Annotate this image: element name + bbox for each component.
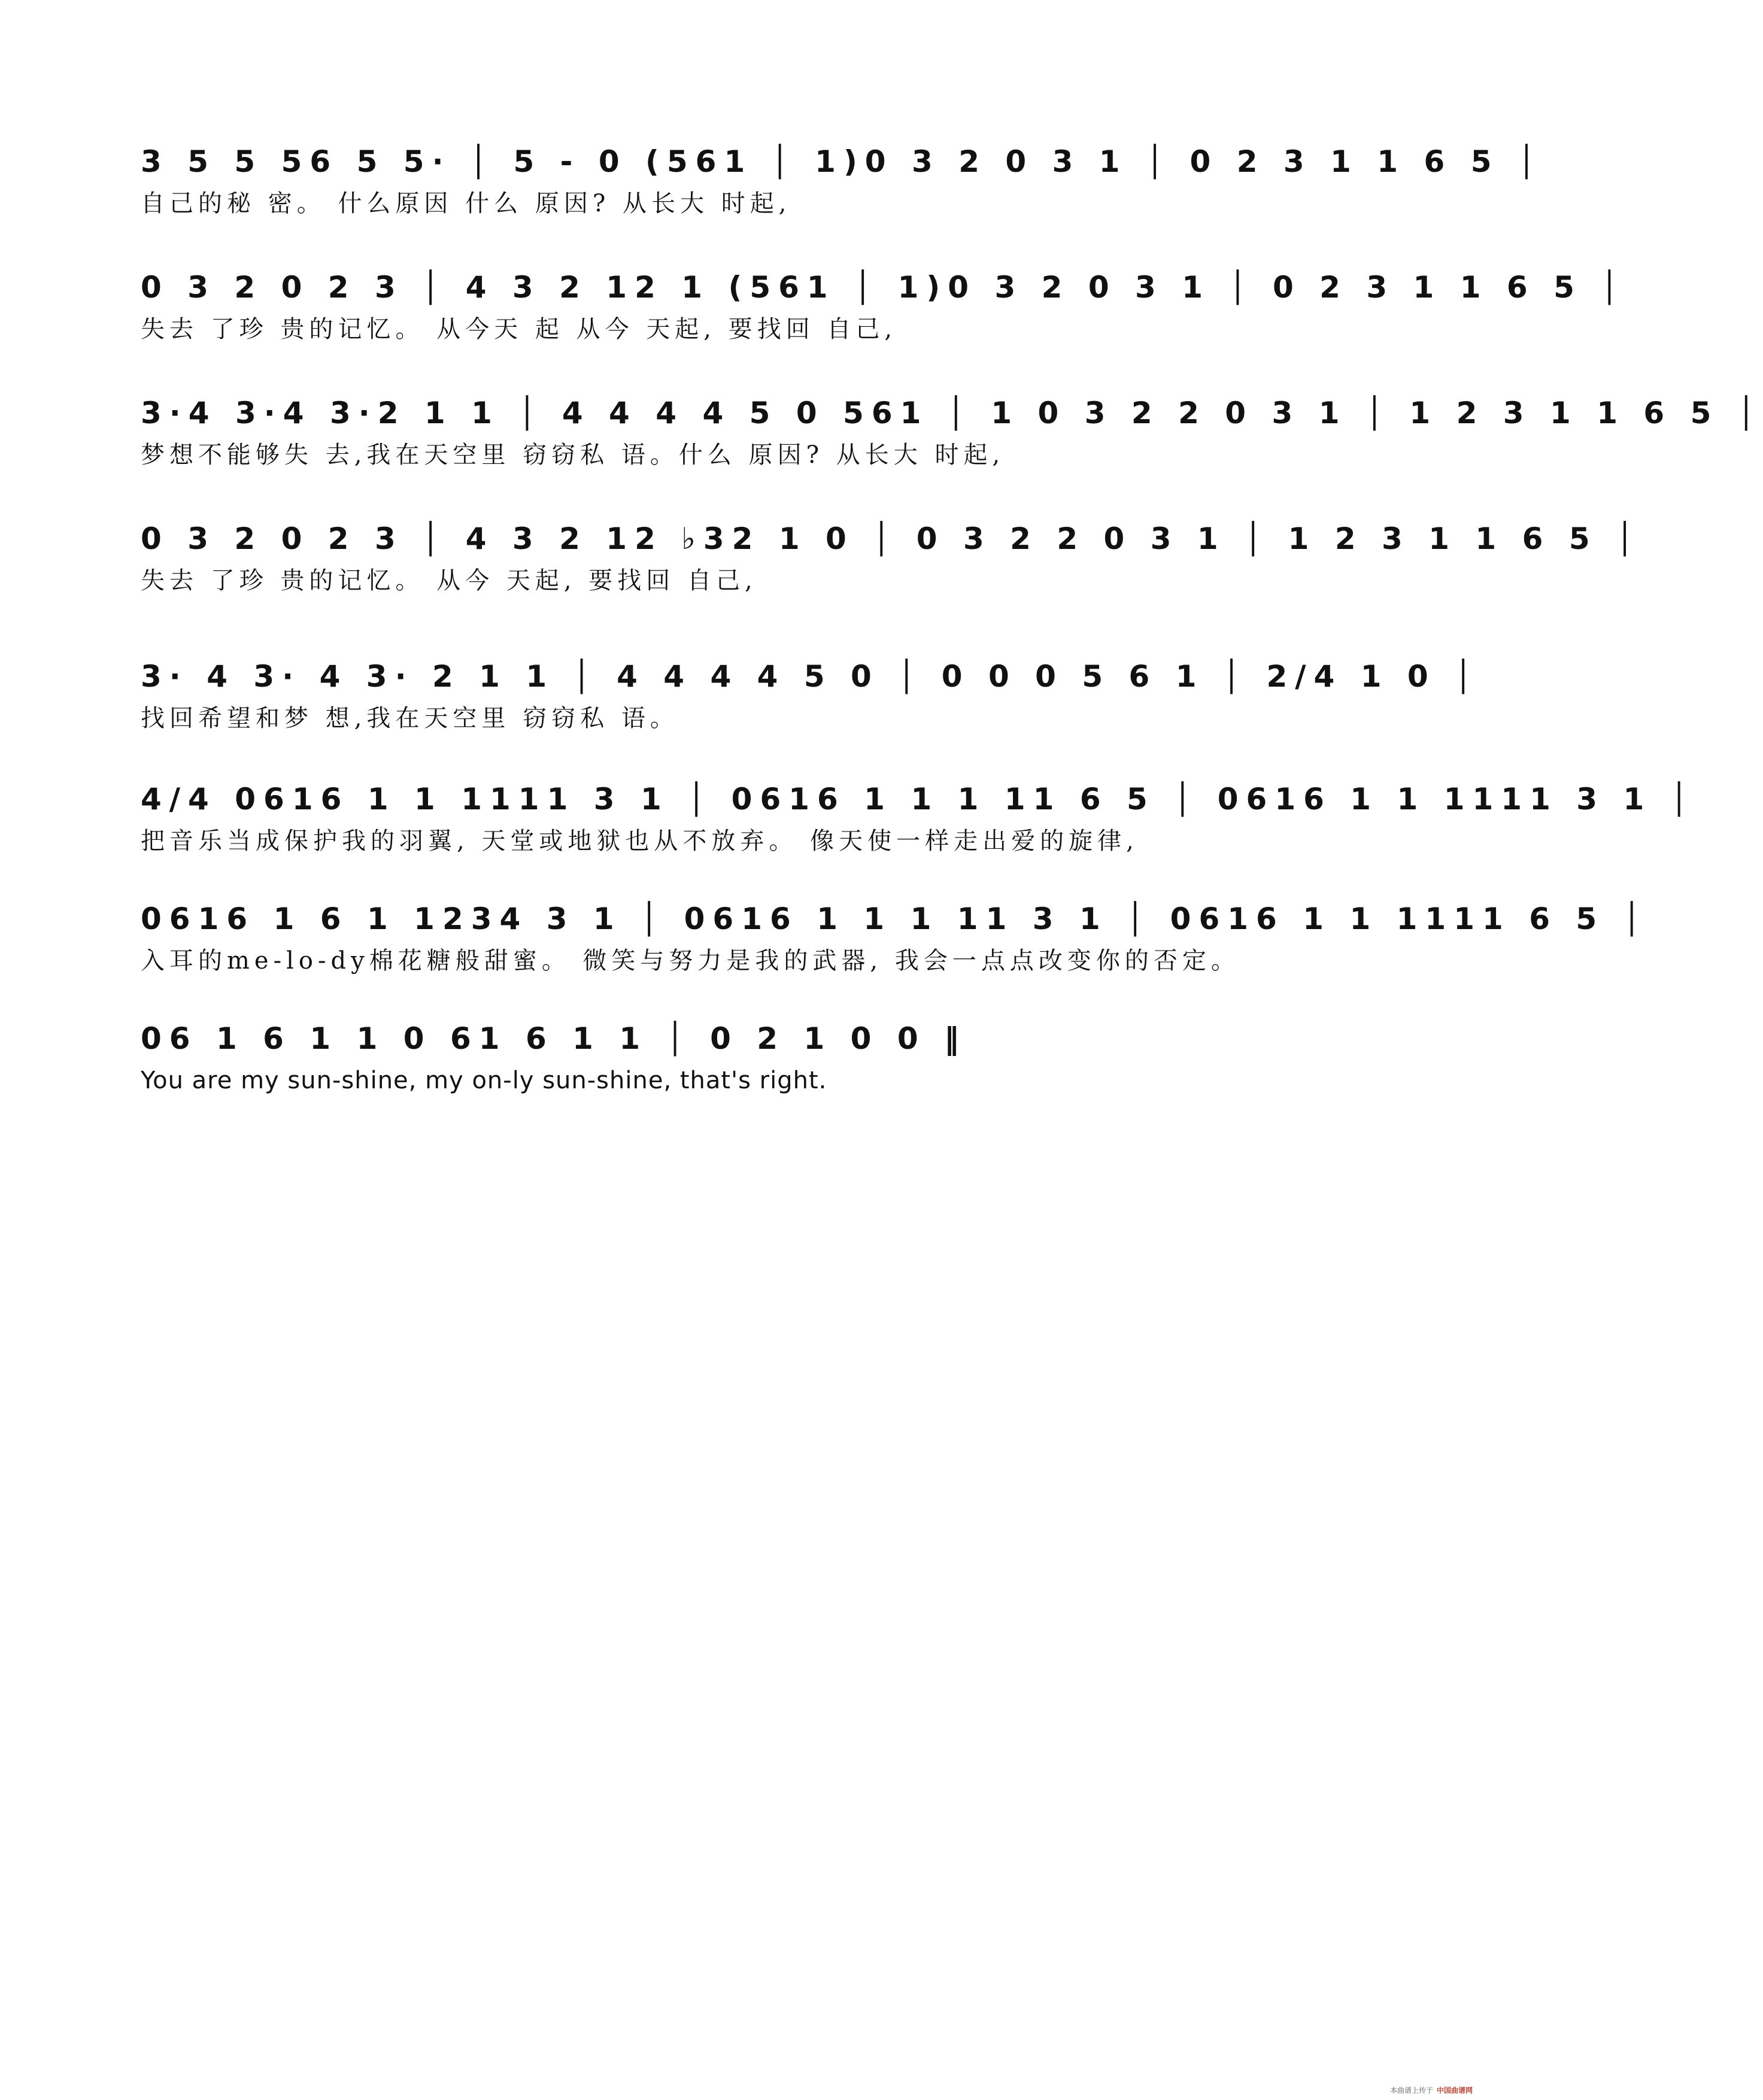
- notation-line-6: 4/4 0616 1 1 1111 3 1 │ 0616 1 1 1 11 6 5 │ 0616 1 1 1111 3 1 │: [141, 782, 1696, 817]
- notation-line-3: 3·4 3·4 3·2 1 1 │ 4 4 4 4 5 0 561 │ 1 0 3 2 2 0 3 1 │ 1 2 3 1 1 6 5 │: [141, 396, 1763, 430]
- lyrics-line-6: 把音乐当成保护我的羽翼, 天堂或地狱也从不放弃。 像天使一样走出爱的旋律,: [141, 827, 1139, 855]
- footer-text: 本曲谱上传于: [1389, 2086, 1433, 2095]
- notation-line-4: 0 3 2 0 2 3 │ 4 3 2 12 ♭32 1 0 │ 0 3 2 2 0 3 1 │ 1 2 3 1 1 6 5 │: [141, 521, 1642, 556]
- notation-line-1: 3 5 5 56 5 5· │ 5 - 0 (561 │ 1)0 3 2 0 3 1 │ 0 2 3 1 1 6 5 │: [141, 144, 1543, 179]
- lyrics-line-4: 失去 了珍 贵的记忆。 从今 天起, 要找回 自己,: [141, 567, 757, 594]
- notation-line-7: 0616 1 6 1 1234 3 1 │ 0616 1 1 1 11 3 1 │ 0616 1 1 1111 6 5 │: [141, 902, 1649, 936]
- lyrics-line-3: 梦想不能够失 去,我在天空里 窃窃私 语。什么 原因? 从长大 时起,: [141, 441, 1005, 469]
- footer-watermark: [1390, 2085, 1473, 2095]
- lyrics-line-5: 找回希望和梦 想,我在天空里 窃窃私 语。: [141, 705, 679, 732]
- lyrics-line-7: 入耳的me-lo-dy棉花糖般甜蜜。 微笑与努力是我的武器, 我会一点点改变你的否定。: [141, 947, 1240, 975]
- notation-line-5: 3· 4 3· 4 3· 2 1 1 │ 4 4 4 4 5 0 │ 0 0 0 5 6 1 │ 2/4 1 0 │: [141, 659, 1480, 694]
- footer-brand: 中国曲谱网: [1436, 2086, 1473, 2095]
- notation-line-8: 06 1 6 1 1 0 61 6 1 1 │ 0 2 1 0 0 ‖: [141, 1021, 967, 1056]
- notation-line-2: 0 3 2 0 2 3 │ 4 3 2 12 1 (561 │ 1)0 3 2 0 3 1 │ 0 2 3 1 1 6 5 │: [141, 270, 1627, 305]
- lyrics-line-1: 自己的秘 密。 什么原因 什么 原因? 从长大 时起,: [141, 190, 791, 217]
- lyrics-line-2: 失去 了珍 贵的记忆。 从今天 起 从今 天起, 要找回 自己,: [141, 315, 897, 343]
- lyrics-line-8: You are my sun-shine, my on-ly sun-shine, that's right.: [141, 1067, 827, 1094]
